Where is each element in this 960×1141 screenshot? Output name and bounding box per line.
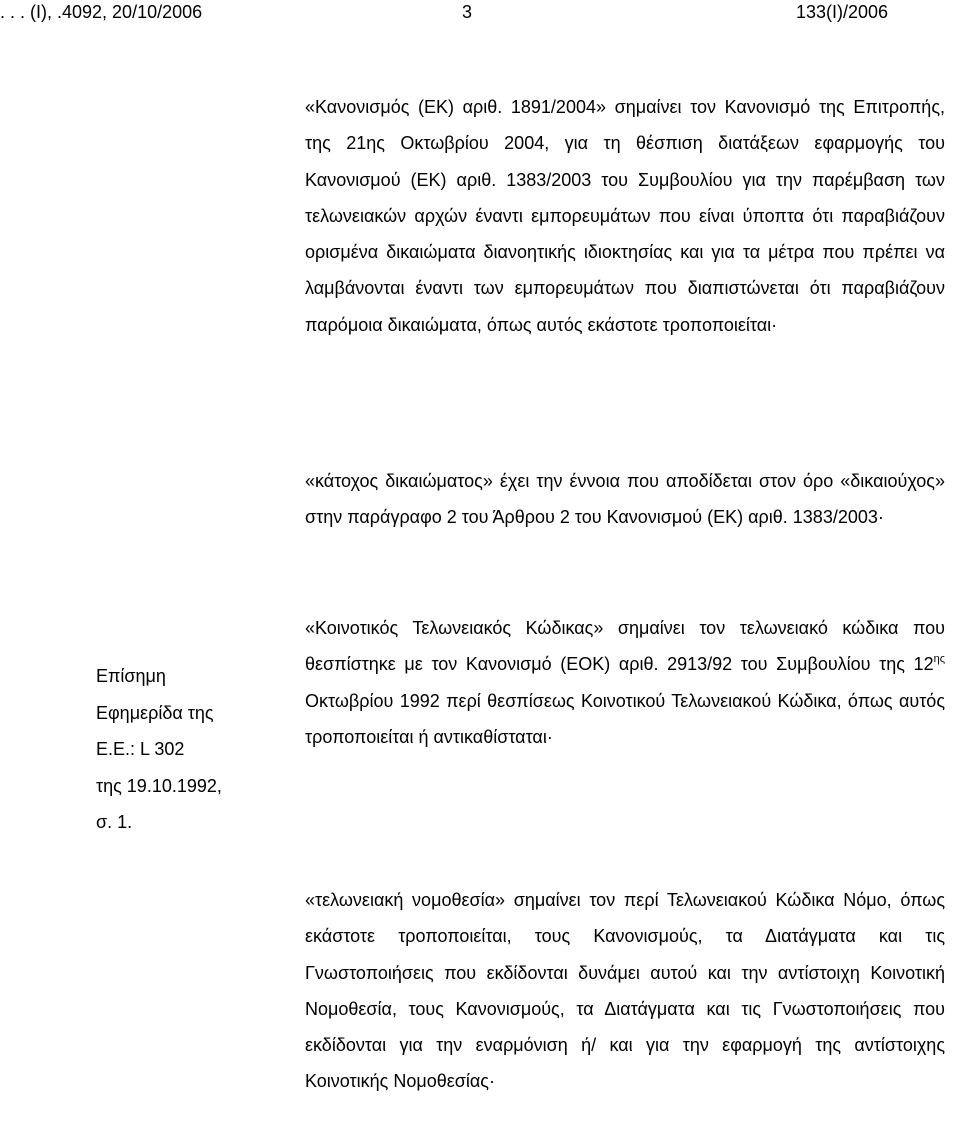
p3-text-before: «Κοινοτικός Τελωνειακός Κώδικας» σημαίνει τον τελωνειακό κώδικα που θεσπίστηκε με τον Κανονισμό (ΕΟΚ) αριθ. 2913/92 του Συμβουλίου της 12 (305, 618, 945, 675)
page-number: 3 (462, 2, 473, 22)
margin-note-line: της 19.10.1992, (96, 775, 222, 796)
p3-ordinal-superscript: ης (933, 653, 945, 666)
law-number: 133(Ι)/2006 (796, 2, 889, 22)
margin-note-line: Ε.Ε.: L 302 (96, 739, 185, 759)
margin-note-line: Εφημερίδα της (96, 702, 214, 723)
definition-customs-legislation: «τελωνειακή νομοθεσία» σημαίνει τον περί Τελωνειακού Κώδικα Νόμο, όπως εκάστοτε τροποποιείται, τους Κανονισμούς, τα Διατάγματα και τις Γνωστοποιήσεις που εκδίδονται δυνάμει αυτού και την αντίστοιχη Κοινοτική Νομοθεσία, τους Κανονισμούς, τα Διατάγματα και τις Γνωστοποιήσεις που εκδίδονται για την εναρμόνιση ή/ και για την εφαρμογή της αντίστοιχης Κοινοτικής Νομοθεσίας· (305, 890, 945, 1092)
margin-note-line: Επίσημη (96, 666, 166, 686)
definition-community-customs-code (305, 610, 945, 755)
definition-right-holder: «κάτοχος δικαιώματος» έχει την έννοια που αποδίδεται στον όρο «δικαιούχος» στην παράγραφο 2 του Άρθρου 2 του Κανονισμού (ΕΚ) αριθ. 1383/2003· (305, 471, 945, 528)
margin-note-line: σ. 1. (96, 812, 133, 832)
margin-note-official-journal (96, 658, 266, 841)
gazette-header-left: . . . (Ι), .4092, 20/10/2006 (0, 2, 203, 22)
definition-regulation-1891-2004: «Κανονισμός (ΕΚ) αριθ. 1891/2004» σημαίνει τον Κανονισμό της Επιτροπής, της 21ης Οκτωβρίου 2004, για τη θέσπιση διατάξεων εφαρμογής του Κανονισμού (ΕΚ) αριθ. 1383/2003 του Συμβουλίου για την παρέμβαση των τελωνειακών αρχών έναντι εμπορευμάτων που είναι ύποπτα ότι παραβιάζουν ορισμένα δικαιώματα διανοητικής ιδιοκτησίας και για τα μέτρα που πρέπει να λαμβάνονται έναντι των εμπορευμάτων που διαπιστώνεται ότι παραβιάζουν παρόμοια δικαιώματα, όπως αυτός εκάστοτε τροποποιείται· (305, 97, 945, 335)
p3-text-after: Οκτωβρίου 1992 περί θεσπίσεως Κοινοτικού Τελωνειακού Κώδικα, όπως αυτός τροποποιείται ή αντικαθίσταται· (305, 690, 945, 747)
